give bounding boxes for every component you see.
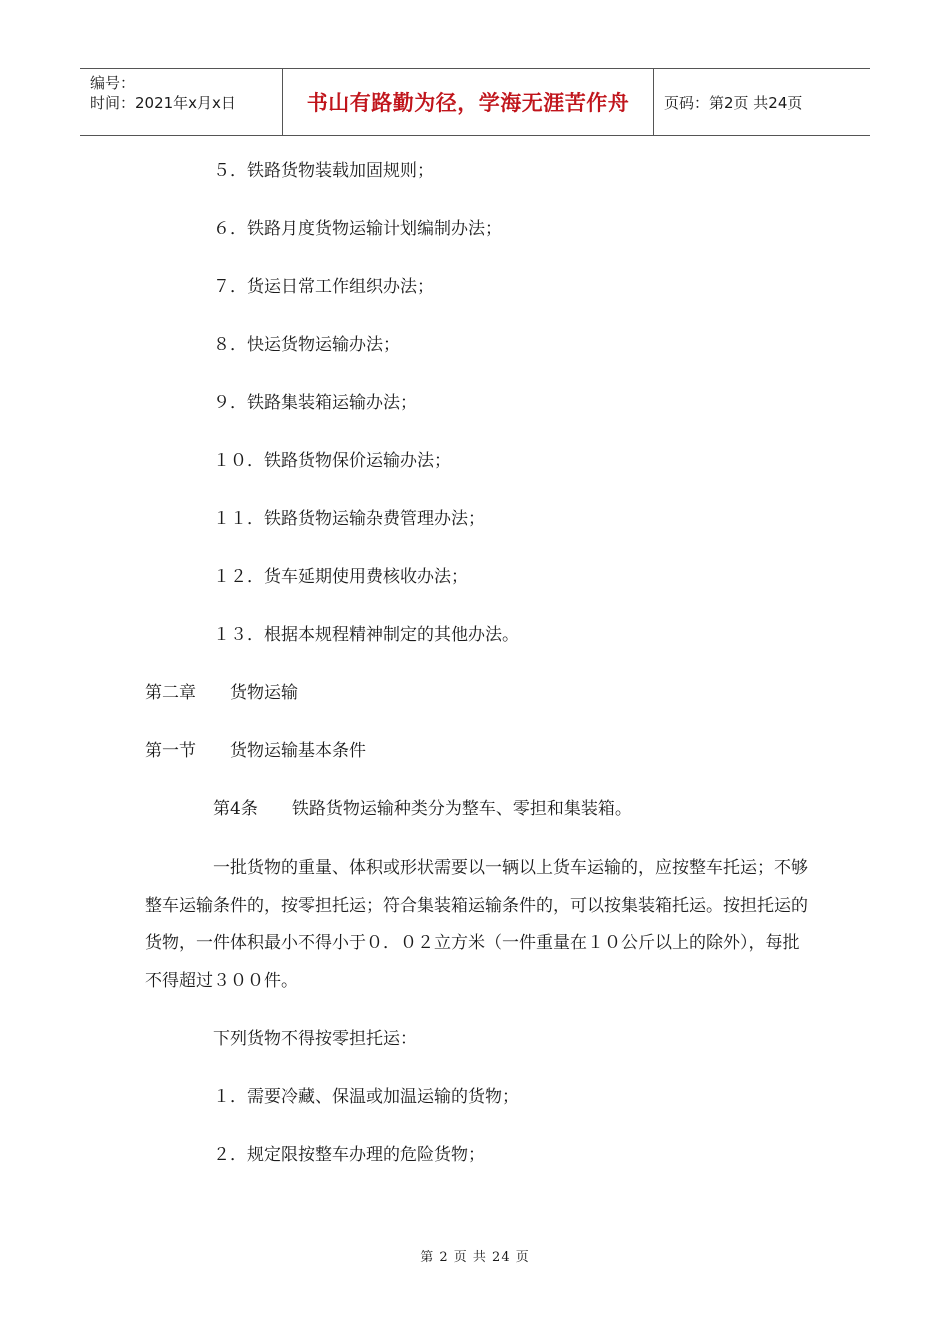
header-motto: 书山有路勤为径，学海无涯苦作舟 xyxy=(306,91,630,115)
list-item: ９．铁路集装箱运输办法； xyxy=(213,393,417,413)
list-item: ２．规定限按整车办理的危险货物； xyxy=(213,1145,485,1165)
header-page-cell xyxy=(654,69,870,135)
document-number-label: 编号： xyxy=(90,74,136,92)
list-item: １．需要冷藏、保温或加温运输的货物； xyxy=(213,1087,519,1107)
page-header xyxy=(80,68,870,136)
document-date-label: 时间：2021年x月x日 xyxy=(90,94,236,112)
list-item: ８．快运货物运输办法； xyxy=(213,335,400,355)
list-item: ７．货运日常工作组织办法； xyxy=(213,277,434,297)
section-heading: 第一节 货物运输基本条件 xyxy=(145,741,366,761)
header-page-label: 页码：第2页 共24页 xyxy=(664,93,803,112)
list-item: １０．铁路货物保价运输办法； xyxy=(213,451,451,471)
list-item: １３．根据本规程精神制定的其他办法。 xyxy=(213,625,519,645)
list-item: １２．货车延期使用费核收办法； xyxy=(213,567,468,587)
list-intro: 下列货物不得按零担托运： xyxy=(213,1029,417,1049)
chapter-heading: 第二章 货物运输 xyxy=(145,683,298,703)
header-meta xyxy=(80,69,282,135)
header-motto-cell xyxy=(282,69,654,135)
list-item: ５．铁路货物装载加固规则； xyxy=(213,161,434,181)
body-paragraph: 一批货物的重量、体积或形状需要以一辆以上货车运输的，应按整车托运；不够整车运输条件的，按零担托运；符合集装箱运输条件的，可以按集装箱托运。按担托运的货物，一件体积最小不得小于０．０２立方米（一件重量在１０公斤以上的除外），每批不得超过３００件。 xyxy=(145,858,808,991)
page-footer: 第 2 页 共 24 页 xyxy=(420,1250,530,1265)
article-heading: 第4条 铁路货物运输种类分为整车、零担和集装箱。 xyxy=(213,799,632,819)
list-item: ６．铁路月度货物运输计划编制办法； xyxy=(213,219,502,239)
list-item: １１．铁路货物运输杂费管理办法； xyxy=(213,509,485,529)
